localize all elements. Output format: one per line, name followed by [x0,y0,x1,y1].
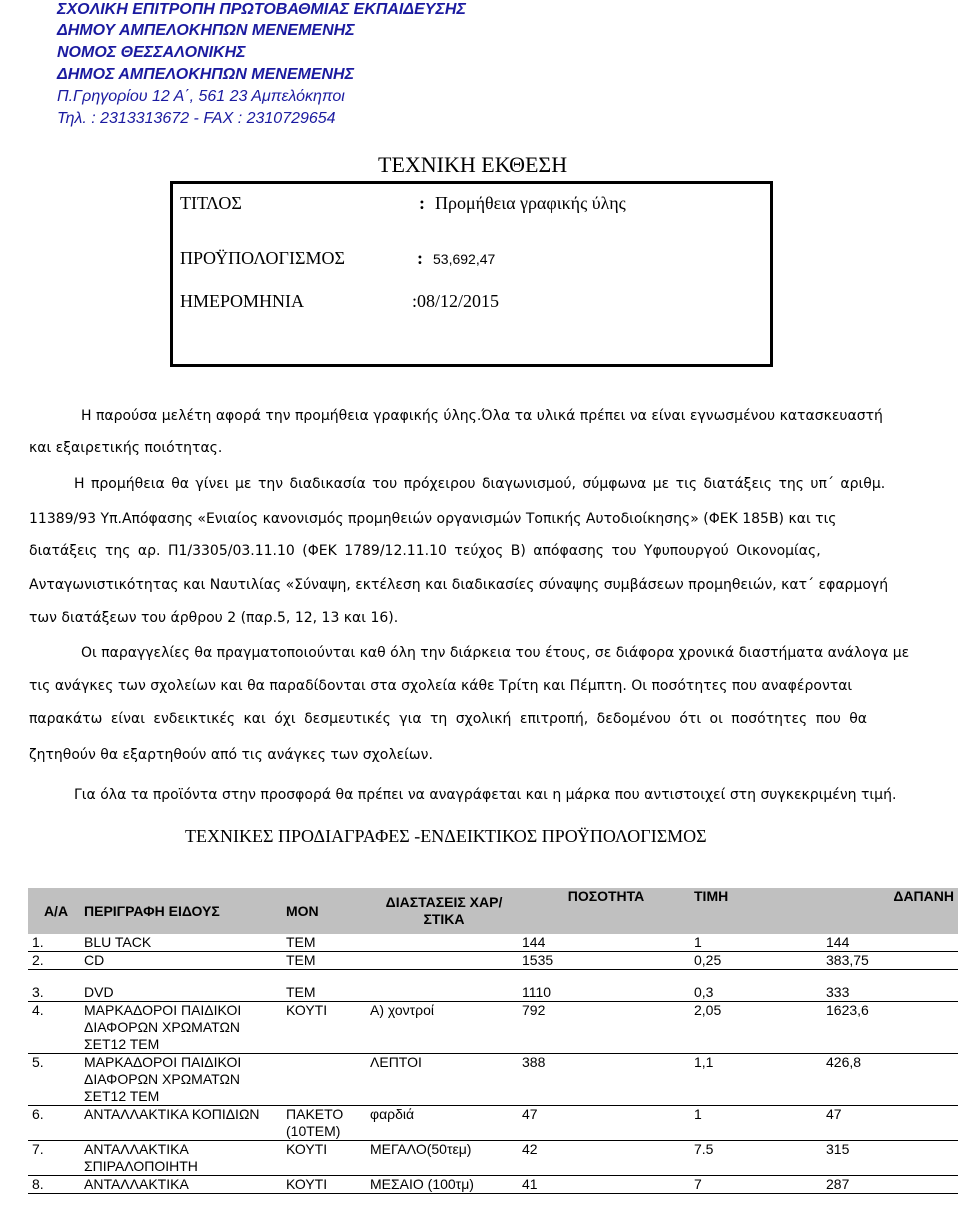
table-row [28,1002,958,1054]
cell-dimensions [366,934,518,952]
table-row [28,1106,958,1141]
cell-unit: ΚΟΥΤΙ [282,1141,366,1176]
budget-value: 53,692,47 [433,251,496,267]
cell-aa: 2. [28,952,80,970]
header-line-address: Π.Γρηγορίου 12 Α΄, 561 23 Αμπελόκηποι [57,88,345,105]
cell-quantity: 792 [518,1002,690,1054]
cell-quantity: 47 [518,1106,690,1141]
paragraph-3-line-4: ζητηθούν θα εξαρτηθούν από τις ανάγκες των σχολείων. [29,747,433,763]
cell-dimensions: ΜΕΣΑΙΟ (100τμ) [366,1176,518,1194]
header-description: ΠΕΡΙΓΡΑΦΗ ΕΙΔΟΥΣ [80,888,282,934]
cell-aa: 6. [28,1106,80,1141]
cell-description: ΜΑΡΚΑΔΟΡΟΙ ΠΑΙΔΙΚΟΙ ΔΙΑΦΟΡΩΝ ΧΡΩΜΑΤΩΝ ΣΕΤ12 ΤΕΜ [80,1054,282,1106]
cell-price: 0,25 [690,952,822,970]
paragraph-2-line-2: 11389/93 Υπ.Απόφασης «Ενιαίος κανονισμός προμηθειών οργανισμών Τοπικής Αυτοδιοίκησης» (ΦΕΚ 185Β) και τις [29,511,837,527]
budget-colon: : [417,248,423,268]
cell-description: ΜΑΡΚΑΔΟΡΟΙ ΠΑΙΔΙΚΟΙ ΔΙΑΦΟΡΩΝ ΧΡΩΜΑΤΩΝ ΣΕΤ12 ΤΕΜ [80,1002,282,1054]
cell-cost: 47 [822,1106,958,1141]
budget-label: ΠΡΟΫΠΟΛΟΓΙΣΜΟΣ [180,248,345,268]
cell-quantity: 1535 [518,952,690,970]
table-row [28,1176,958,1194]
paragraph-2-line-5: των διατάξεων του άρθρου 2 (παρ.5, 12, 13 και 16). [29,610,399,626]
cell-unit: ΚΟΥΤΙ [282,1002,366,1054]
items-table [28,888,958,1194]
cell-aa: 7. [28,1141,80,1176]
cell-description: CD [80,952,282,970]
cell-cost: 383,75 [822,952,958,970]
header-aa: Α/Α [28,888,80,934]
header-unit: ΜΟΝ [282,888,366,934]
cell-price: 1 [690,934,822,952]
table-title: ΤΕΧΝΙΚΕΣ ΠΡΟΔΙΑΓΡΑΦΕΣ -ΕΝΔΕΙΚΤΙΚΟΣ ΠΡΟΫΠΟΛΟΓΙΣΜΟΣ [185,826,707,846]
table-row [28,952,958,970]
cell-aa: 3. [28,984,80,1002]
table-header-row [28,888,958,934]
cell-aa: 1. [28,934,80,952]
cell-cost: 315 [822,1141,958,1176]
cell-price: 1,1 [690,1054,822,1106]
cell-aa: 8. [28,1176,80,1194]
cell-dimensions: ΛΕΠΤΟΙ [366,1054,518,1106]
cell-unit: ΚΟΥΤΙ [282,1176,366,1194]
cell-unit: TEM [282,952,366,970]
cell-aa: 4. [28,1002,80,1054]
cell-unit: ΠΑΚΕΤΟ (10ΤΕΜ) [282,1106,366,1141]
cell-dimensions [366,984,518,1002]
paragraph-2-line-3: διατάξεις της αρ. Π1/3305/03.11.10 (ΦΕΚ 1789/12.11.10 τεύχος Β) απόφασης του Υφυπουργού Οικονομίας, [29,543,821,559]
report-heading: ΤΕΧΝΙΚΗ ΕΚΘΕΣΗ [378,152,568,177]
cell-cost: 287 [822,1176,958,1194]
cell-description: ΑΝΤΑΛΛΑΚΤΙΚΑ [80,1176,282,1194]
paragraph-4: Για όλα τα προϊόντα στην προσφορά θα πρέπει να αναγράφεται και η μάρκα που αντιστοιχεί στη συγκεκριμένη τιμή. [74,787,897,803]
header-line-municipality-2: ΔΗΜΟΣ ΑΜΠΕΛΟΚΗΠΩΝ ΜΕΝΕΜΕΝΗΣ [57,66,355,83]
cell-description: ΑΝΤΑΛΛΑΚΤΙΚΑ ΚΟΠΙΔΙΩΝ [80,1106,282,1141]
cell-price: 7 [690,1176,822,1194]
paragraph-2-line-4: Ανταγωνιστικότητας και Ναυτιλίας «Σύναψη, εκτέλεση και διαδικασίες σύναψης συμβάσεων προμηθειών, κατ΄ εφαρμογή [29,577,889,593]
table-row [28,934,958,952]
header-line-phone: Τηλ. : 2313313672 - FAX : 2310729654 [57,110,336,127]
cell-description: BLU TACK [80,934,282,952]
header-line-school-committee: ΣΧΟΛΙΚΗ ΕΠΙΤΡΟΠΗ ΠΡΩΤΟΒΑΘΜΙΑΣ ΕΚΠΑΙΔΕΥΣΗΣ [57,1,466,18]
cell-price: 2,05 [690,1002,822,1054]
title-colon: : [419,193,425,213]
cell-quantity: 144 [518,934,690,952]
cell-dimensions: Α) χοντροί [366,1002,518,1054]
cell-price: 1 [690,1106,822,1141]
paragraph-3-line-1: Οι παραγγελίες θα πραγματοποιούνται καθ όλη την διάρκεια του έτους, σε διάφορα χρονικά διαστήματα ανάλογα με [81,645,910,661]
cell-cost: 333 [822,984,958,1002]
cell-price: 0,3 [690,984,822,1002]
header-dimensions: ΔΙΑΣΤΑΣΕΙΣ ΧΑΡ/ΣΤΙΚΑ [366,888,518,934]
paragraph-1-line-2: και εξαιρετικής ποιότητας. [29,440,223,456]
header-line-municipality: ΔΗΜΟΥ ΑΜΠΕΛΟΚΗΠΩΝ ΜΕΝΕΜΕΝΗΣ [57,22,355,39]
header-price: ΤΙΜΗ [690,888,822,934]
header-line-prefecture: ΝΟΜΟΣ ΘΕΣΣΑΛΟΝΙΚΗΣ [57,44,246,61]
date-label: ΗΜΕΡΟΜΗΝΙΑ [180,291,305,311]
cell-description: DVD [80,984,282,1002]
paragraph-1-line-1: Η παρούσα μελέτη αφορά την προμήθεια γραφικής ύλης.Όλα τα υλικά πρέπει να είναι εγνωσμένου κατασκευαστή [81,408,883,424]
cell-unit: TEM [282,984,366,1002]
cell-unit: TEM [282,934,366,952]
paragraph-2-line-1: Η προμήθεια θα γίνει με την διαδικασία του πρόχειρου διαγωνισμού, σύμφωνα με τις διατάξεις της υπ΄ αριθμ. [74,476,886,492]
paragraph-3-line-2: τις ανάγκες των σχολείων και θα παραδίδονται στα σχολεία κάθε Τρίτη και Πέμπτη. Οι ποσότητες που αναφέρονται [29,678,853,694]
cell-description: ΑΝΤΑΛΛΑΚΤΙΚΑ ΣΠΙΡΑΛΟΠΟΙΗΤΗ [80,1141,282,1176]
cell-cost: 1623,6 [822,1002,958,1054]
title-label: ΤΙΤΛΟΣ [180,193,242,213]
cell-unit [282,1054,366,1106]
cell-quantity: 388 [518,1054,690,1106]
table-spacer-row [28,970,958,985]
cell-price: 7.5 [690,1141,822,1176]
date-value: :08/12/2015 [412,291,500,311]
cell-cost: 144 [822,934,958,952]
header-quantity: ΠΟΣΟΤΗΤΑ [518,888,690,934]
cell-quantity: 42 [518,1141,690,1176]
cell-quantity: 1110 [518,984,690,1002]
title-value: Προμήθεια γραφικής ύλης [435,193,626,213]
table-row [28,1054,958,1106]
paragraph-3-line-3: παρακάτω είναι ενδεικτικές και όχι δεσμευτικές για τη σχολική επιτροπή, δεδομένου ότι οι ποσότητες που θα [29,711,868,727]
cell-dimensions [366,952,518,970]
cell-cost: 426,8 [822,1054,958,1106]
table-row [28,1141,958,1176]
cell-aa: 5. [28,1054,80,1106]
cell-dimensions: φαρδιά [366,1106,518,1141]
header-cost: ΔΑΠΑΝΗ [822,888,958,934]
table-row [28,984,958,1002]
cell-quantity: 41 [518,1176,690,1194]
cell-dimensions: ΜΕΓΑΛΟ(50τεμ) [366,1141,518,1176]
